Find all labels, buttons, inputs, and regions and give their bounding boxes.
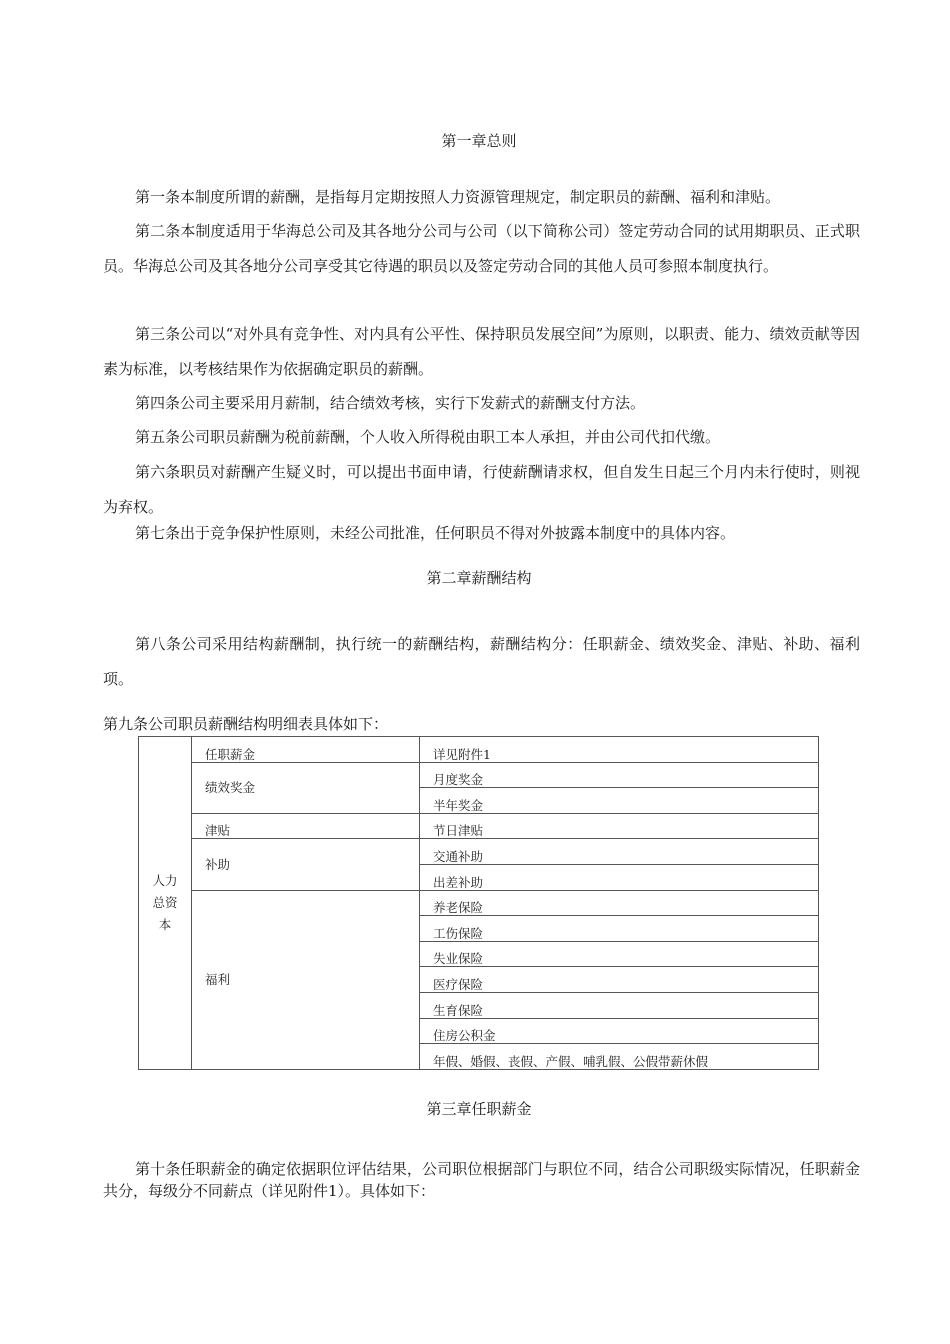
item-cell: 失业保险 xyxy=(420,941,819,967)
article-2: 第二条本制度适用于华海总公司及其各地分公司与公司（以下简称公司）签定劳动合同的试用期职员、正式职员。华海总公司及其各地分公司享受其它待遇的职员以及签定劳动合同的其他人员可参照本制度执行。 xyxy=(103,222,860,275)
article-9: 第九条公司职员薪酬结构明细表具体如下： xyxy=(103,715,389,733)
item-cell: 医疗保险 xyxy=(420,967,819,993)
table-row xyxy=(139,839,819,865)
article-10: 第十条任职薪金的确定依据职位评估结果，公司职位根据部门与职位不同，结合公司职级实际情况，任职薪金共分，每级分不同薪点（详见附件1）。具体如下： xyxy=(103,1160,860,1200)
article-3: 第三条公司以“对外具有竞争性、对内具有公平性、保持职员发展空间”为原则，以职责、能力、绩效贡献等因素为标准，以考核结果作为依据确定职员的薪酬。 xyxy=(103,325,860,378)
root-label: 人力总资本 xyxy=(152,872,178,932)
item-cell: 节日津贴 xyxy=(420,813,819,839)
category-cell: 绩效奖金 xyxy=(192,762,420,813)
item-cell: 月度奖金 xyxy=(420,762,819,788)
item-cell: 养老保险 xyxy=(420,890,819,916)
category-cell: 福利 xyxy=(192,890,420,1069)
table-row xyxy=(139,737,819,763)
table-row xyxy=(139,762,819,788)
chapter-2-title: 第二章薪酬结构 xyxy=(426,569,532,587)
item-cell: 半年奖金 xyxy=(420,788,819,814)
article-8: 第八条公司采用结构薪酬制，执行统一的薪酬结构，薪酬结构分：任职薪金、绩效奖金、津贴、补助、福利项。 xyxy=(103,635,860,688)
item-cell: 详见附件1 xyxy=(420,737,819,763)
article-5: 第五条公司职员薪酬为税前薪酬，个人收入所得税由职工本人承担，并由公司代扣代缴。 xyxy=(135,428,721,446)
item-cell: 工伤保险 xyxy=(420,916,819,942)
table-row xyxy=(139,813,819,839)
category-cell: 任职薪金 xyxy=(192,737,420,763)
article-1: 第一条本制度所谓的薪酬，是指每月定期按照人力资源管理规定，制定职员的薪酬、福利和津贴。 xyxy=(135,188,781,206)
salary-structure-table xyxy=(138,736,819,1070)
article-4: 第四条公司主要采用月薪制，结合绩效考核，实行下发薪式的薪酬支付方法。 xyxy=(135,394,646,412)
category-cell: 津贴 xyxy=(192,813,420,839)
item-cell: 住房公积金 xyxy=(420,1018,819,1044)
category-cell: 补助 xyxy=(192,839,420,890)
item-cell: 交通补助 xyxy=(420,839,819,865)
root-cell xyxy=(139,737,192,1070)
chapter-1-title: 第一章总则 xyxy=(441,132,517,150)
table-row xyxy=(139,890,819,916)
item-cell: 生育保险 xyxy=(420,992,819,1018)
item-cell: 出差补助 xyxy=(420,864,819,890)
item-cell: 年假、婚假、丧假、产假、哺乳假、公假带薪休假 xyxy=(420,1044,819,1070)
article-6: 第六条职员对薪酬产生疑义时，可以提出书面申请，行使薪酬请求权，但自发生日起三个月内未行使时，则视为弃权。 xyxy=(103,463,860,516)
chapter-3-title: 第三章任职薪金 xyxy=(426,1100,532,1118)
article-7: 第七条出于竞争保护性原则，未经公司批准，任何职员不得对外披露本制度中的具体内容。 xyxy=(135,524,736,542)
